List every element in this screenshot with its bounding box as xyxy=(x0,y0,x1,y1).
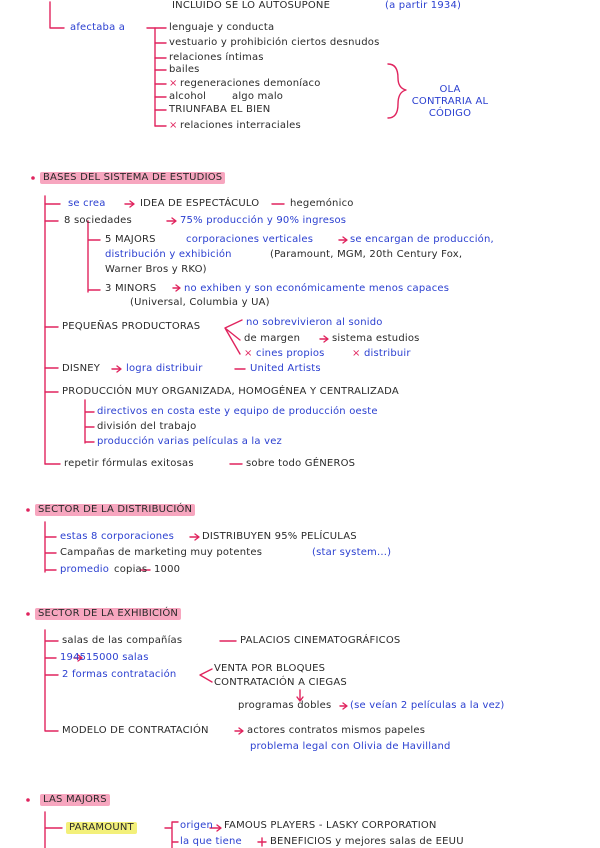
disney-note2: United Artists xyxy=(250,363,321,374)
item-interraciales: relaciones interraciales xyxy=(180,120,301,131)
x-mark: × xyxy=(352,348,361,359)
majors-names1: (Paramount, MGM, 20th Century Fox, xyxy=(270,249,463,260)
section-title-majors: LAS MAJORS xyxy=(40,794,110,806)
distribucion-2a: Campañas de marketing muy potentes xyxy=(60,547,263,558)
section-title-exhibicion: SECTOR DE LA EXHIBICIÓN xyxy=(35,608,181,620)
distribucion-2b: (star system...) xyxy=(312,547,392,558)
majors-label: 5 MAJORS xyxy=(105,234,156,245)
distribucion-1a: estas 8 corporaciones xyxy=(60,531,175,542)
exhibicion-1b: PALACIOS CINEMATOGRÁFICOS xyxy=(240,635,401,646)
pequenas-note3b: distribuir xyxy=(364,348,411,359)
x-mark: × xyxy=(169,120,178,131)
se-crea: se crea xyxy=(68,198,106,209)
paramount-1a: origen xyxy=(180,820,214,831)
distribucion-3c: 1000 xyxy=(154,564,181,575)
majors-note1b: se encargan de producción, xyxy=(350,234,494,245)
produccion-note3: producción varias películas a la vez xyxy=(97,436,283,447)
disney-note: logra distribuir xyxy=(126,363,203,374)
distribucion-1b: DISTRIBUYEN 95% PELÍCULAS xyxy=(202,531,357,542)
minors-note: no exhiben y son económicamente menos capaces xyxy=(184,283,450,294)
pequenas-note1: no sobrevivieron al sonido xyxy=(246,317,383,328)
paramount-label: PARAMOUNT xyxy=(66,822,137,834)
x-mark: × xyxy=(169,78,178,89)
item-relaciones: relaciones íntimas xyxy=(169,52,264,63)
paramount-2a: la que tiene xyxy=(180,836,242,847)
exhibicion-3b: VENTA POR BLOQUES xyxy=(214,663,326,674)
produccion-note2: división del trabajo xyxy=(97,421,197,432)
majors-note1: corporaciones verticales xyxy=(186,234,314,245)
majors-names2: Warner Bros y RKO) xyxy=(105,264,207,275)
distribucion-3a: promedio xyxy=(60,564,110,575)
afectaba-label: afectaba a xyxy=(70,22,126,33)
exhibicion-4b: (se veían 2 películas a la vez) xyxy=(350,700,505,711)
repetir-note: sobre todo GÉNEROS xyxy=(246,458,356,469)
item-bailes: bailes xyxy=(169,64,200,75)
exhibicion-2b: 15000 salas xyxy=(86,652,149,663)
item-alcohol: alcohol xyxy=(169,91,207,102)
disney: DISNEY xyxy=(62,363,101,374)
autosupone-note: (a partir 1934) xyxy=(385,0,462,11)
pequenas-note2: de margen xyxy=(244,333,301,344)
paramount-1b: FAMOUS PLAYERS - LASKY CORPORATION xyxy=(224,820,437,831)
minors-label: 3 MINORS xyxy=(105,283,157,294)
x-mark: × xyxy=(244,348,253,359)
produccion-organizada: PRODUCCIÓN MUY ORGANIZADA, HOMOGÉNEA Y CENTRALIZADA xyxy=(62,386,399,397)
exhibicion-6: problema legal con Olivia de Havilland xyxy=(250,741,451,752)
item-triunfaba: TRIUNFABA EL BIEN xyxy=(169,104,271,115)
minors-names: (Universal, Columbia y UA) xyxy=(130,297,270,308)
exhibicion-3a: 2 formas contratación xyxy=(62,669,177,680)
autosupone-text: INCLUIDO SE LO AUTOSUPONE xyxy=(172,0,331,11)
pequenas-productoras: PEQUEÑAS PRODUCTORAS xyxy=(62,321,201,332)
item-lenguaje: lenguaje y conducta xyxy=(169,22,275,33)
pequenas-note3: cines propios xyxy=(256,348,325,359)
exhibicion-5a: MODELO DE CONTRATACIÓN xyxy=(62,725,209,736)
exhibicion-1a: salas de las compañías xyxy=(62,635,183,646)
idea-espectaculo: IDEA DE ESPECTÁCULO xyxy=(140,198,260,209)
distribucion-3b: copias xyxy=(114,564,148,575)
pequenas-note2b: sistema estudios xyxy=(332,333,420,344)
section-title-bases: BASES DEL SISTEMA DE ESTUDIOS xyxy=(40,172,225,184)
exhibicion-5b: actores contratos mismos papeles xyxy=(247,725,426,736)
repetir-formulas: repetir fórmulas exitosas xyxy=(64,458,194,469)
exhibicion-2a: 1945 xyxy=(60,652,87,663)
produccion-note1: directivos en costa este y equipo de producción oeste xyxy=(97,406,378,417)
majors-note2: distribución y exhibición xyxy=(105,249,232,260)
paramount-2b: BENEFICIOS y mejores salas de EEUU xyxy=(270,836,464,847)
section-title-distribucion: SECTOR DE LA DISTRIBUCIÓN xyxy=(35,504,195,516)
item-vestuario: vestuario y prohibición ciertos desnudos xyxy=(169,37,380,48)
brace-note: OLA CONTRARIA AL CÓDIGO xyxy=(411,84,489,119)
ocho-note: 75% producción y 90% ingresos xyxy=(180,215,347,226)
exhibicion-4a: programas dobles xyxy=(238,700,332,711)
ocho-sociedades: 8 sociedades xyxy=(64,215,132,226)
exhibicion-3c: CONTRATACIÓN A CIEGAS xyxy=(214,677,347,688)
item-alcohol-note: algo malo xyxy=(232,91,284,102)
item-regeneraciones: regeneraciones demoníaco xyxy=(180,78,321,89)
hegemonico: hegemónico xyxy=(290,198,354,209)
